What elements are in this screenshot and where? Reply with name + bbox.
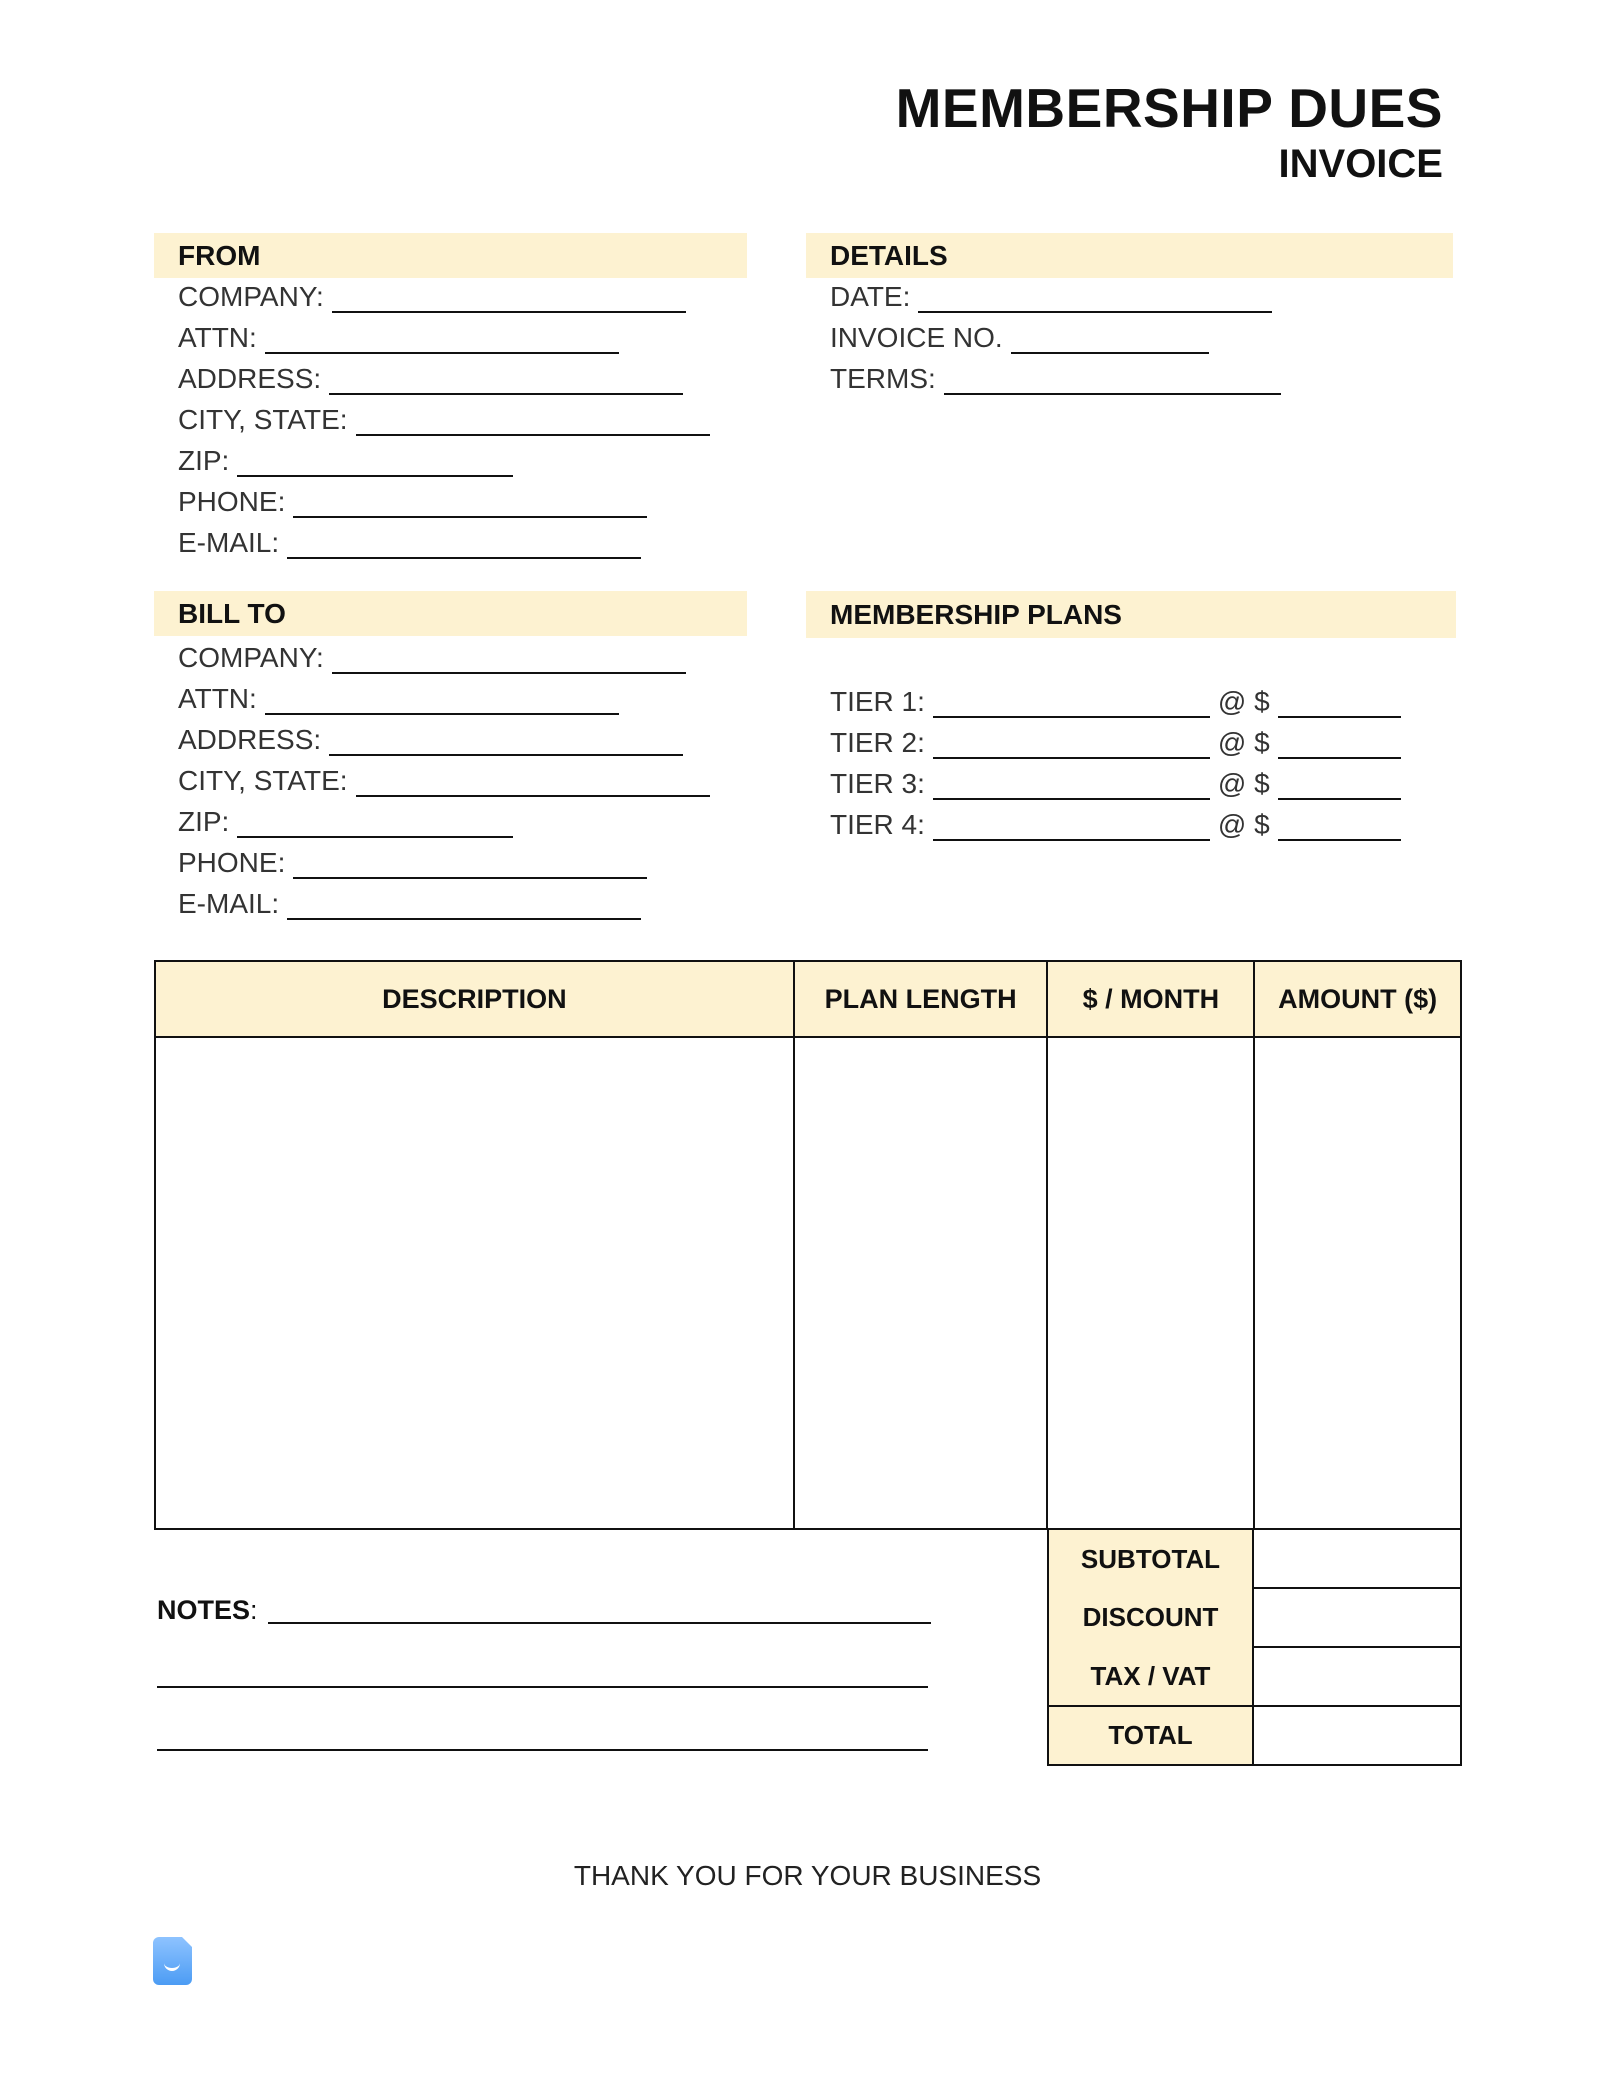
fill-line[interactable]	[293, 851, 647, 879]
plan-length-cell[interactable]	[794, 1037, 1048, 1529]
table-header-row	[155, 961, 1461, 1037]
discount-value[interactable]	[1253, 1588, 1461, 1647]
document-title	[895, 77, 1443, 188]
tier-name-line[interactable]	[933, 813, 1210, 841]
details-date-field[interactable]	[830, 281, 1272, 313]
amount-cell[interactable]	[1254, 1037, 1461, 1529]
field-label: CITY, STATE:	[178, 765, 348, 796]
field-label: DATE:	[830, 281, 911, 312]
notes-line-2[interactable]	[157, 1686, 928, 1688]
bill-to-city-state-field[interactable]	[178, 765, 710, 797]
field-label: E-MAIL:	[178, 888, 280, 919]
tier-3-field[interactable]	[830, 768, 1401, 800]
fill-line[interactable]	[237, 810, 513, 838]
thank-you-message: THANK YOU FOR YOUR BUSINESS	[573, 1860, 1042, 1891]
price-prefix: @ $	[1217, 809, 1270, 840]
fill-line[interactable]	[1011, 326, 1209, 354]
fill-line[interactable]	[265, 326, 619, 354]
from-attn-field[interactable]	[178, 322, 619, 354]
bill-to-header: BILL TO	[154, 591, 747, 636]
tier-name-line[interactable]	[933, 690, 1210, 718]
field-label: INVOICE NO.	[830, 322, 1003, 353]
tier-price-line[interactable]	[1278, 731, 1401, 759]
bill-to-zip-field[interactable]	[178, 806, 513, 838]
tier-4-field[interactable]	[830, 809, 1401, 841]
membership-plans-header: MEMBERSHIP PLANS	[806, 591, 1456, 638]
notes-label-text: NOTES	[157, 1595, 251, 1625]
fill-line[interactable]	[944, 367, 1281, 395]
col-amount-header: AMOUNT ($)	[1254, 961, 1461, 1037]
price-prefix: @ $	[1217, 727, 1270, 758]
field-label: CITY, STATE:	[178, 404, 348, 435]
details-header: DETAILS	[806, 233, 1453, 278]
document-smile-icon	[153, 1937, 192, 1985]
description-cell[interactable]	[155, 1037, 794, 1529]
field-label: ADDRESS:	[178, 363, 322, 394]
field-label: TERMS:	[830, 363, 936, 394]
tier-price-line[interactable]	[1278, 772, 1401, 800]
from-address-field[interactable]	[178, 363, 683, 395]
field-label: ZIP:	[178, 445, 230, 476]
tier-2-field[interactable]	[830, 727, 1401, 759]
from-phone-field[interactable]	[178, 486, 647, 518]
fill-line[interactable]	[356, 769, 710, 797]
total-row	[1048, 1706, 1461, 1765]
field-label: ATTN:	[178, 683, 257, 714]
details-terms-field[interactable]	[830, 363, 1281, 395]
total-label: TOTAL	[1048, 1706, 1253, 1765]
notes-label	[157, 1595, 258, 1626]
line-items-table	[154, 960, 1462, 1530]
tax-value[interactable]	[1253, 1647, 1461, 1706]
field-label: E-MAIL:	[178, 527, 280, 558]
table-row	[155, 1037, 1461, 1529]
subtotal-row	[1048, 1530, 1461, 1588]
subtotal-label: SUBTOTAL	[1048, 1530, 1253, 1588]
logo-fold	[182, 1937, 192, 1947]
per-month-cell[interactable]	[1047, 1037, 1254, 1529]
tier-name-line[interactable]	[933, 731, 1210, 759]
tier-price-line[interactable]	[1278, 813, 1401, 841]
logo-smile	[164, 1959, 180, 1971]
fill-line[interactable]	[293, 490, 647, 518]
fill-line[interactable]	[332, 285, 686, 313]
col-plan-length-header: PLAN LENGTH	[794, 961, 1048, 1037]
fill-line[interactable]	[329, 367, 683, 395]
fill-line[interactable]	[287, 892, 641, 920]
field-label: ZIP:	[178, 806, 230, 837]
tier-label: TIER 1:	[830, 686, 925, 717]
totals-table	[1047, 1530, 1462, 1766]
field-label: ADDRESS:	[178, 724, 322, 755]
tier-price-line[interactable]	[1278, 690, 1401, 718]
discount-row	[1048, 1588, 1461, 1647]
tax-row	[1048, 1647, 1461, 1706]
fill-line[interactable]	[356, 408, 710, 436]
fill-line[interactable]	[265, 687, 619, 715]
bill-to-attn-field[interactable]	[178, 683, 619, 715]
discount-label: DISCOUNT	[1048, 1588, 1253, 1647]
tier-label: TIER 4:	[830, 809, 925, 840]
title-main: MEMBERSHIP DUES	[895, 77, 1443, 139]
price-prefix: @ $	[1217, 686, 1270, 717]
from-company-field[interactable]	[178, 281, 686, 313]
field-label: COMPANY:	[178, 642, 324, 673]
tier-name-line[interactable]	[933, 772, 1210, 800]
col-description-header: DESCRIPTION	[155, 961, 794, 1037]
fill-line[interactable]	[918, 285, 1272, 313]
fill-line[interactable]	[329, 728, 683, 756]
tier-1-field[interactable]	[830, 686, 1401, 718]
notes-line-3[interactable]	[157, 1749, 928, 1751]
price-prefix: @ $	[1217, 768, 1270, 799]
title-sub: INVOICE	[1278, 141, 1443, 186]
field-label: PHONE:	[178, 486, 286, 517]
from-city-state-field[interactable]	[178, 404, 710, 436]
notes-line-1[interactable]	[268, 1622, 931, 1624]
fill-line[interactable]	[332, 646, 686, 674]
from-email-field[interactable]	[178, 527, 641, 559]
bill-to-email-field[interactable]	[178, 888, 641, 920]
tax-label: TAX / VAT	[1048, 1647, 1253, 1706]
field-label: ATTN:	[178, 322, 257, 353]
total-value[interactable]	[1253, 1706, 1461, 1765]
col-per-month-header: $ / MONTH	[1047, 961, 1254, 1037]
notes-colon: :	[250, 1595, 258, 1625]
details-invoice-no-field[interactable]	[830, 322, 1209, 354]
from-zip-field[interactable]	[178, 445, 513, 477]
field-label: PHONE:	[178, 847, 286, 878]
bill-to-company-field[interactable]	[178, 642, 686, 674]
bill-to-address-field[interactable]	[178, 724, 683, 756]
from-header: FROM	[154, 233, 747, 278]
subtotal-value[interactable]	[1253, 1530, 1461, 1588]
bill-to-phone-field[interactable]	[178, 847, 647, 879]
tier-label: TIER 2:	[830, 727, 925, 758]
field-label: COMPANY:	[178, 281, 324, 312]
fill-line[interactable]	[237, 449, 513, 477]
fill-line[interactable]	[287, 531, 641, 559]
tier-label: TIER 3:	[830, 768, 925, 799]
